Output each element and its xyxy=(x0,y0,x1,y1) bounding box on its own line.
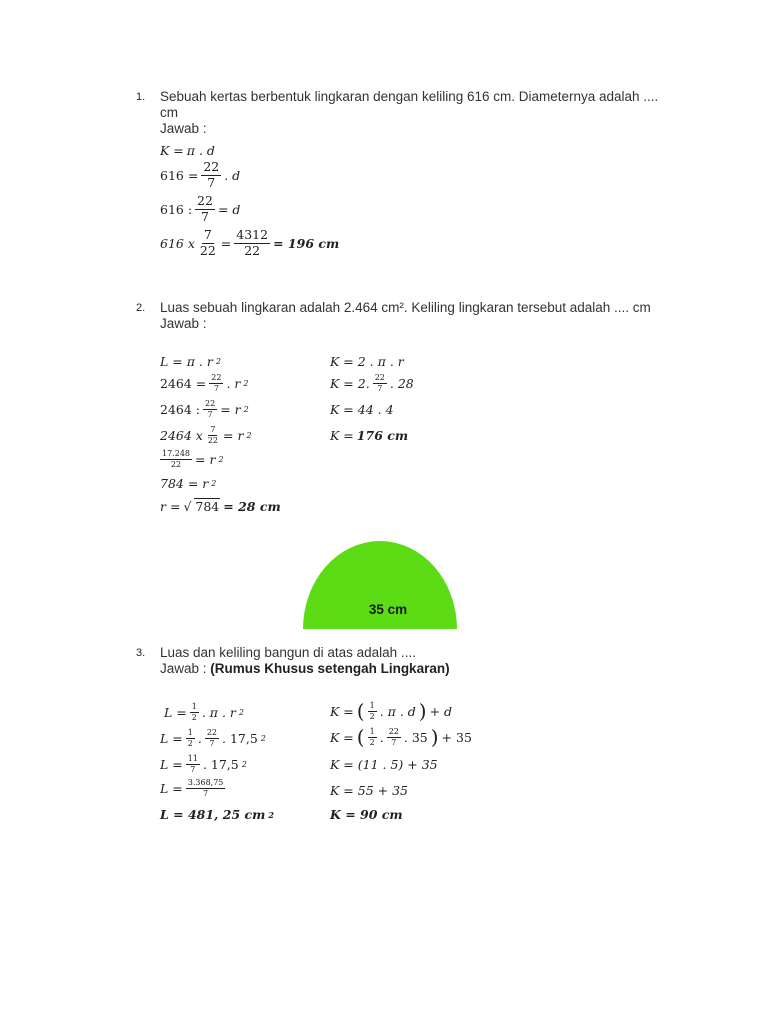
question-text: Sebuah kertas berbentuk lingkaran dengan keliling 616 cm. Diameternya adalah .... cm xyxy=(160,89,659,120)
step: K = ( $\frac{1}{2}$ . π . d ) + d xyxy=(330,699,453,723)
step: 2464 = $\frac{22}{7}$ . r 2 xyxy=(160,373,249,393)
step: r = √ 784 = 28 cm xyxy=(160,498,281,514)
step: L = $\frac{3.368,75}{7}$ xyxy=(160,778,224,798)
answer-label: Jawab : (Rumus Khusus setengah Lingkaran) xyxy=(160,661,450,676)
step: L = $\frac{1}{2}$ . $\frac{22}{7}$ . 17,5 2 xyxy=(160,728,266,748)
step: 2464 : $\frac{22}{7}$ = r 2 xyxy=(160,399,249,419)
step: 784 = r 2 xyxy=(160,476,217,491)
step: 616 x $\frac{7}{22}$ = $\frac{4312}{22}$ = 196 cm xyxy=(160,227,340,258)
step: 2464 x $\frac{7}{22}$ = r 2 xyxy=(160,425,252,445)
step: K = 2 . π . r xyxy=(330,354,404,369)
semicircle-figure xyxy=(302,538,460,630)
question-text: Luas dan keliling bangun di atas adalah .... xyxy=(160,645,416,660)
problem-number: 2. xyxy=(136,302,146,314)
step: 616 : $\frac{22}{7}$ = d xyxy=(160,193,241,224)
answer-label: Jawab : xyxy=(160,316,207,331)
step: L = π . r 2 xyxy=(160,354,221,369)
step: K = π . d xyxy=(160,143,215,158)
step: K = (11 . 5) + 35 xyxy=(330,757,438,772)
answer-label: Jawab : xyxy=(160,121,207,136)
step: K = 2. $\frac{22}{7}$ . 28 xyxy=(330,373,414,393)
step: K = 44 . 4 xyxy=(330,402,394,417)
step: $\frac{17.248}{22}$ = r 2 xyxy=(162,449,224,469)
problem-number: 3. xyxy=(136,647,146,659)
step: 616 = $\frac{22}{7}$ . d xyxy=(160,159,241,190)
formula-note: (Rumus Khusus setengah Lingkaran) xyxy=(210,661,450,676)
problem-number: 1. xyxy=(136,91,146,103)
step: K = ( $\frac{1}{2}$ . $\frac{22}{7}$ . 35 ) + 35 xyxy=(330,725,472,749)
diameter-label: 35 cm xyxy=(368,602,408,617)
step: L = $\frac{11}{7}$ . 17,5 2 xyxy=(160,754,247,774)
question-text: Luas sebuah lingkaran adalah 2.464 cm². Keliling lingkaran tersebut adalah .... cm xyxy=(160,300,651,315)
step: L = $\frac{1}{2}$ . π . r 2 xyxy=(164,702,244,722)
step: K = 176 cm xyxy=(330,428,409,443)
step-result: L = 481, 25 cm 2 xyxy=(160,807,274,822)
step-result: K = 90 cm xyxy=(330,807,403,822)
step: K = 55 + 35 xyxy=(330,783,408,798)
